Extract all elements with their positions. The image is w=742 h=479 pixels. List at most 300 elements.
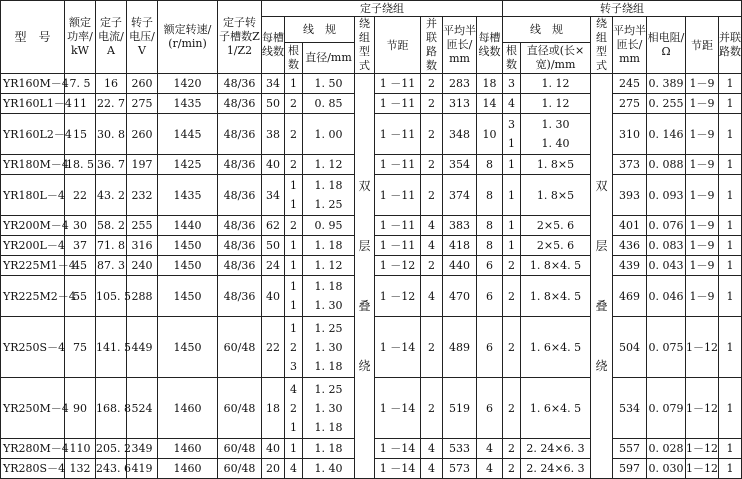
cell-strands	[285, 94, 303, 114]
cell-stator-current	[96, 439, 131, 459]
cell-rotor-strands	[503, 459, 521, 479]
cell-pitch-line: 1 －12	[379, 259, 416, 272]
cell-rotor-turns	[477, 378, 503, 439]
cell-speed	[158, 236, 218, 256]
cell-rotor-parallel-paths	[719, 175, 742, 216]
cell-diameter	[303, 459, 355, 479]
cell-rotor-pitch-line: 1－9	[689, 158, 715, 171]
cell-phase-resistance-line: 0. 079	[648, 401, 684, 415]
cell-power-line: 7. 5	[69, 77, 91, 90]
cell-rotor-voltage	[127, 459, 158, 479]
cell-rotor-strands-line: 2	[508, 401, 515, 415]
cell-strands-line: 1	[290, 420, 297, 434]
cell-turns-line: 50	[266, 239, 280, 252]
cell-speed-line: 1425	[173, 158, 202, 171]
cell-rotor-strands-line: 1	[508, 188, 515, 202]
cell-rotor-voltage-line: 232	[131, 188, 153, 202]
cell-phase-resistance	[647, 276, 686, 317]
cell-avg-half-length-line: 470	[449, 289, 470, 303]
cell-speed	[158, 276, 218, 317]
cell-parallel-paths	[421, 439, 443, 459]
cell-rotor-diameter-line: 1. 8×5	[536, 158, 575, 171]
cell-rotor-turns	[477, 256, 503, 276]
cell-power-line: 132	[69, 462, 91, 475]
cell-model-line: YR160M－4	[3, 77, 69, 90]
cell-rotor-avg-half-length-line: 401	[619, 219, 640, 232]
cell-speed-line: 1450	[173, 289, 202, 303]
stator-winding-type-char: 双	[358, 179, 371, 193]
cell-slots	[218, 236, 262, 256]
cell-rotor-diameter	[521, 155, 591, 175]
cell-rotor-voltage-line: 260	[131, 127, 153, 141]
table-row	[1, 74, 742, 94]
cell-slots	[218, 216, 262, 236]
cell-rotor-parallel-paths-line: 1	[726, 401, 734, 415]
cell-stator-current	[96, 94, 127, 114]
cell-avg-half-length-line: 348	[449, 127, 470, 141]
cell-rotor-strands	[503, 439, 521, 459]
cell-pitch	[375, 317, 421, 378]
cell-phase-resistance-line: 0. 255	[648, 97, 684, 110]
cell-rotor-diameter-line: 2. 24×6. 3	[526, 442, 585, 455]
cell-rotor-avg-half-length-line: 373	[619, 158, 640, 171]
header-wire-spec: 线 规	[285, 17, 355, 43]
cell-turns	[262, 236, 285, 256]
cell-model-line: YR225M2－4	[3, 289, 76, 303]
cell-rotor-turns	[477, 216, 503, 236]
cell-pitch	[375, 155, 421, 175]
cell-rotor-pitch	[686, 439, 719, 459]
cell-slots-line: 48/36	[223, 259, 256, 272]
cell-rotor-avg-half-length	[613, 216, 647, 236]
cell-diameter-line: 1. 00	[314, 127, 343, 141]
cell-model	[1, 459, 65, 479]
cell-parallel-paths	[421, 276, 443, 317]
cell-parallel-paths	[421, 155, 443, 175]
cell-rotor-turns-line: 8	[486, 158, 493, 171]
cell-phase-resistance	[647, 175, 686, 216]
cell-rotor-voltage-line: 316	[131, 239, 153, 252]
header-model: 型 号	[1, 1, 65, 74]
rotor-winding-type-char: 叠	[595, 299, 608, 313]
cell-strands-line: 4	[290, 382, 297, 396]
header-stator-group: 定子绕组	[262, 1, 503, 17]
stator-winding-type-char: 叠	[358, 299, 371, 313]
cell-stator-current	[96, 276, 131, 317]
cell-parallel-paths	[421, 378, 443, 439]
cell-pitch-line: 1 －14	[379, 442, 416, 455]
cell-power-line: 30	[73, 219, 87, 232]
header-power: 额定功率/kW	[65, 1, 96, 74]
cell-slots	[218, 276, 262, 317]
cell-model	[1, 236, 65, 256]
cell-pitch-line: 1 －12	[379, 289, 416, 303]
cell-speed	[158, 317, 218, 378]
cell-slots	[218, 74, 262, 94]
cell-rotor-pitch	[686, 175, 719, 216]
header-parallel-paths: 并联路数	[421, 17, 443, 74]
cell-rotor-diameter-line: 1. 6×4. 5	[529, 401, 582, 415]
cell-slots-line: 48/36	[223, 77, 256, 90]
cell-diameter-line: 1. 30	[314, 299, 343, 312]
cell-rotor-voltage-line: 260	[131, 77, 153, 90]
cell-rotor-avg-half-length	[613, 276, 647, 317]
cell-speed	[158, 94, 218, 114]
cell-stator-current-line: 43. 2	[97, 188, 125, 202]
cell-rotor-voltage	[127, 114, 158, 155]
cell-diameter	[303, 276, 355, 317]
cell-turns	[262, 155, 285, 175]
cell-turns-line: 62	[266, 219, 280, 232]
cell-stator-current-line: 71. 8	[97, 239, 125, 252]
cell-diameter-line: 1. 30	[314, 401, 343, 415]
cell-parallel-paths-line: 2	[428, 158, 435, 171]
cell-rotor-strands	[503, 256, 521, 276]
cell-parallel-paths-line: 4	[428, 289, 435, 303]
cell-model-line: YR225M1－4	[3, 259, 76, 272]
cell-model	[1, 94, 72, 114]
cell-rotor-avg-half-length	[613, 378, 647, 439]
cell-turns	[262, 216, 285, 236]
cell-turns	[262, 459, 285, 479]
header-rotor-voltage: 转子电压/V	[127, 1, 158, 74]
cell-rotor-parallel-paths-line: 1	[726, 239, 734, 252]
cell-rotor-turns	[477, 236, 503, 256]
cell-phase-resistance-line: 0. 046	[648, 289, 684, 303]
cell-speed-line: 1450	[173, 259, 202, 272]
cell-strands	[285, 317, 303, 378]
cell-speed-line: 1420	[173, 77, 202, 90]
cell-rotor-voltage-line: 419	[131, 462, 153, 475]
cell-rotor-strands-line: 1	[508, 219, 515, 232]
cell-rotor-parallel-paths-line: 1	[726, 219, 734, 232]
cell-rotor-strands-line: 2	[508, 259, 515, 272]
cell-rotor-pitch	[686, 317, 719, 378]
cell-diameter-line: 1. 18	[314, 280, 343, 293]
cell-pitch-line: 1 －11	[379, 127, 416, 141]
cell-rotor-turns	[477, 114, 503, 155]
cell-rotor-turns	[477, 276, 503, 317]
cell-speed-line: 1460	[173, 401, 202, 415]
cell-rotor-turns	[477, 94, 503, 114]
cell-power	[65, 236, 96, 256]
cell-rotor-parallel-paths-line: 1	[726, 77, 734, 90]
cell-rotor-parallel-paths	[719, 276, 742, 317]
cell-rotor-parallel-paths	[719, 216, 742, 236]
cell-parallel-paths-line: 2	[428, 77, 435, 90]
cell-rotor-strands-line: 2	[508, 289, 515, 303]
cell-slots	[218, 439, 262, 459]
cell-stator-current	[96, 74, 127, 94]
cell-parallel-paths-line: 4	[428, 239, 435, 252]
cell-avg-half-length-line: 440	[449, 259, 470, 272]
cell-diameter	[303, 74, 355, 94]
cell-rotor-turns	[477, 175, 503, 216]
cell-rotor-turns	[477, 74, 503, 94]
cell-rotor-parallel-paths	[719, 378, 742, 439]
cell-rotor-turns-line: 10	[482, 127, 497, 141]
cell-stator-current-line: 22. 7	[97, 97, 125, 110]
cell-rotor-strands-line: 1	[508, 239, 515, 252]
cell-power-line: 110	[69, 442, 91, 455]
cell-strands-line: 2	[290, 219, 297, 232]
cell-avg-half-length-line: 383	[449, 219, 470, 232]
cell-rotor-strands	[503, 216, 521, 236]
cell-rotor-pitch	[686, 155, 719, 175]
cell-rotor-diameter	[521, 317, 591, 378]
cell-rotor-voltage-line: 524	[131, 401, 153, 415]
cell-power-line: 55	[73, 289, 87, 303]
cell-rotor-voltage-line: 449	[131, 340, 153, 354]
cell-diameter-line: 1. 25	[314, 382, 343, 396]
cell-rotor-strands	[503, 114, 521, 155]
cell-pitch-line: 1 －11	[379, 188, 416, 202]
cell-rotor-strands	[503, 276, 521, 317]
header-slots: 定子转子槽数Z1/Z2	[218, 1, 262, 74]
cell-phase-resistance-line: 0. 043	[648, 259, 684, 272]
cell-strands	[285, 276, 303, 317]
cell-rotor-diameter	[521, 216, 591, 236]
cell-rotor-diameter	[521, 94, 591, 114]
cell-power-line: 11	[73, 97, 87, 110]
cell-pitch	[375, 256, 421, 276]
cell-pitch-line: 1 －14	[379, 401, 416, 415]
cell-phase-resistance-line: 0. 146	[648, 127, 684, 141]
cell-strands	[285, 378, 303, 439]
cell-model-line: YR250S－4	[3, 340, 66, 354]
cell-parallel-paths	[421, 94, 443, 114]
cell-rotor-voltage	[127, 276, 158, 317]
cell-avg-half-length	[443, 256, 477, 276]
cell-phase-resistance	[647, 256, 686, 276]
cell-rotor-avg-half-length	[613, 459, 647, 479]
header-diameter: 直径/mm	[303, 43, 355, 74]
cell-stator-current-line: 58. 2	[97, 219, 125, 232]
cell-parallel-paths-line: 2	[428, 340, 435, 354]
cell-rotor-turns-line: 6	[486, 401, 493, 415]
cell-turns	[262, 439, 285, 459]
cell-rotor-strands	[503, 94, 521, 114]
cell-rotor-turns	[477, 317, 503, 378]
cell-phase-resistance-line: 0. 028	[648, 442, 684, 455]
cell-phase-resistance	[647, 378, 686, 439]
cell-diameter-line: 1. 18	[314, 179, 343, 192]
cell-diameter-line: 1. 18	[314, 359, 343, 373]
cell-diameter-line: 1. 12	[314, 259, 343, 272]
cell-rotor-parallel-paths-line: 1	[726, 188, 734, 202]
cell-strands-line: 2	[290, 97, 297, 110]
cell-strands-line: 1	[290, 299, 297, 312]
cell-speed-line: 1460	[173, 442, 202, 455]
cell-rotor-turns-line: 6	[486, 340, 493, 354]
cell-diameter	[303, 114, 355, 155]
cell-rotor-turns-line: 8	[486, 239, 493, 252]
cell-rotor-diameter-line: 2. 24×6. 3	[526, 462, 585, 475]
cell-model-line: YR160L2－4	[3, 127, 72, 141]
header-rotor-pitch: 节距	[686, 17, 719, 74]
cell-slots-line: 60/48	[223, 442, 256, 455]
cell-strands	[285, 114, 303, 155]
cell-parallel-paths-line: 2	[428, 127, 435, 141]
header-rotor-strands: 根数	[503, 43, 521, 74]
cell-speed	[158, 459, 218, 479]
cell-avg-half-length-line: 354	[449, 158, 470, 171]
cell-stator-current	[96, 155, 127, 175]
cell-power-line: 22	[73, 188, 87, 202]
cell-rotor-avg-half-length-line: 439	[619, 259, 640, 272]
cell-model-line: YR280M－4	[3, 442, 69, 455]
cell-rotor-strands-line: 2	[508, 442, 515, 455]
cell-stator-current	[96, 175, 127, 216]
cell-rotor-avg-half-length	[613, 155, 647, 175]
cell-rotor-avg-half-length-line: 275	[619, 97, 640, 110]
cell-turns-line: 18	[266, 401, 280, 415]
header-rotor-group: 转子绕组	[503, 1, 742, 17]
cell-rotor-parallel-paths-line: 1	[726, 289, 734, 303]
cell-power-line: 75	[73, 340, 87, 354]
cell-model-line: YR180L－4	[3, 188, 65, 202]
cell-slots-line: 48/36	[223, 219, 256, 232]
cell-diameter-line: 1. 50	[314, 77, 343, 90]
cell-phase-resistance-line: 0. 389	[648, 77, 684, 90]
cell-power	[65, 317, 96, 378]
cell-parallel-paths	[421, 459, 443, 479]
cell-parallel-paths-line: 4	[428, 219, 435, 232]
cell-rotor-diameter-line: 1. 8×4. 5	[529, 289, 582, 303]
cell-rotor-parallel-paths-line: 1	[726, 127, 734, 141]
cell-phase-resistance	[647, 459, 686, 479]
cell-rotor-voltage	[127, 155, 158, 175]
cell-model	[1, 216, 69, 236]
cell-rotor-parallel-paths	[719, 114, 742, 155]
cell-diameter-line: 1. 18	[314, 420, 343, 434]
cell-rotor-pitch	[686, 256, 719, 276]
cell-pitch	[375, 175, 421, 216]
cell-model-line: YR250M－4	[3, 401, 69, 415]
cell-rotor-voltage	[127, 317, 158, 378]
cell-rotor-parallel-paths-line: 1	[726, 158, 734, 171]
cell-power-line: 90	[73, 401, 87, 415]
cell-rotor-diameter-line: 1. 30	[541, 118, 570, 131]
cell-rotor-parallel-paths	[719, 256, 742, 276]
cell-phase-resistance	[647, 94, 686, 114]
cell-rotor-pitch-line: 1－12	[686, 401, 718, 415]
cell-model	[1, 378, 69, 439]
cell-speed	[158, 155, 218, 175]
header-slots-per-phase: 每槽线数	[262, 17, 285, 74]
cell-slots	[218, 378, 262, 439]
cell-pitch	[375, 216, 421, 236]
cell-rotor-avg-half-length	[613, 439, 647, 459]
cell-model-line: YR200M－4	[3, 219, 69, 232]
cell-rotor-parallel-paths-line: 1	[726, 259, 734, 272]
cell-strands	[285, 155, 303, 175]
cell-rotor-diameter	[521, 256, 591, 276]
cell-slots-line: 48/36	[223, 158, 256, 171]
cell-turns-line: 22	[266, 340, 280, 354]
cell-power	[65, 74, 96, 94]
cell-rotor-pitch-line: 1－9	[689, 239, 715, 252]
cell-strands-line: 2	[290, 127, 297, 141]
cell-pitch-line: 1 －14	[379, 462, 416, 475]
cell-phase-resistance-line: 0. 076	[648, 219, 684, 232]
header-strands: 根数	[285, 43, 303, 74]
cell-speed-line: 1435	[173, 97, 202, 110]
cell-strands-line: 1	[290, 280, 297, 293]
cell-slots-line: 60/48	[223, 462, 256, 475]
cell-strands	[285, 74, 303, 94]
cell-parallel-paths-line: 2	[428, 401, 435, 415]
cell-speed-line: 1445	[173, 127, 202, 141]
cell-speed	[158, 439, 218, 459]
cell-strands-line: 2	[290, 340, 297, 354]
cell-rotor-avg-half-length	[613, 94, 647, 114]
cell-rotor-strands-line: 3	[508, 77, 515, 90]
cell-parallel-paths-line: 2	[428, 188, 435, 202]
header-rotor-parallel-paths: 并联路数	[719, 17, 742, 74]
cell-rotor-voltage-line: 240	[131, 259, 153, 272]
cell-strands-line: 4	[290, 462, 297, 475]
cell-rotor-strands	[503, 378, 521, 439]
cell-rotor-voltage-line: 275	[131, 97, 153, 110]
rotor-winding-type-char: 层	[595, 239, 608, 253]
cell-rotor-strands	[503, 317, 521, 378]
cell-diameter-line: 1. 12	[314, 158, 343, 171]
cell-rotor-pitch	[686, 94, 719, 114]
cell-avg-half-length	[443, 317, 477, 378]
cell-speed-line: 1435	[173, 188, 202, 202]
cell-rotor-avg-half-length-line: 245	[619, 77, 640, 90]
cell-diameter	[303, 175, 355, 216]
cell-rotor-pitch	[686, 378, 719, 439]
cell-avg-half-length	[443, 74, 477, 94]
header-speed: 额定转速/(r/min)	[158, 1, 218, 74]
cell-speed-line: 1460	[173, 462, 202, 475]
cell-pitch	[375, 94, 421, 114]
cell-parallel-paths-line: 4	[428, 442, 435, 455]
cell-stator-current-line: 16	[104, 77, 118, 90]
cell-parallel-paths	[421, 175, 443, 216]
cell-avg-half-length	[443, 216, 477, 236]
cell-strands-line: 1	[290, 179, 297, 192]
cell-rotor-diameter	[521, 114, 591, 155]
header-rotor-diameter: 直径或(长×宽)/mm	[521, 43, 591, 74]
cell-parallel-paths-line: 2	[428, 259, 435, 272]
cell-stator-current	[96, 114, 127, 155]
cell-strands-line: 1	[290, 321, 297, 335]
cell-rotor-avg-half-length-line: 469	[619, 289, 640, 303]
header-pitch: 节距	[375, 17, 421, 74]
cell-rotor-pitch	[686, 74, 719, 94]
cell-slots	[218, 459, 262, 479]
cell-rotor-avg-half-length	[613, 317, 647, 378]
cell-rotor-strands	[503, 155, 521, 175]
cell-rotor-turns-line: 18	[482, 77, 497, 90]
cell-stator-current-line: 87. 3	[97, 259, 125, 272]
cell-rotor-avg-half-length-line: 557	[619, 442, 640, 455]
cell-rotor-parallel-paths-line: 1	[726, 442, 734, 455]
cell-rotor-strands-line: 3	[508, 118, 515, 131]
cell-slots-line: 48/36	[223, 188, 256, 202]
cell-rotor-avg-half-length	[613, 236, 647, 256]
cell-rotor-parallel-paths-line: 1	[726, 340, 734, 354]
cell-phase-resistance-line: 0. 093	[648, 188, 684, 202]
cell-power	[65, 439, 96, 459]
cell-diameter-line: 1. 30	[314, 340, 343, 354]
cell-model-line: YR200L－4	[3, 239, 65, 252]
cell-rotor-pitch-line: 1－12	[686, 340, 718, 354]
cell-turns-line: 40	[266, 442, 280, 455]
